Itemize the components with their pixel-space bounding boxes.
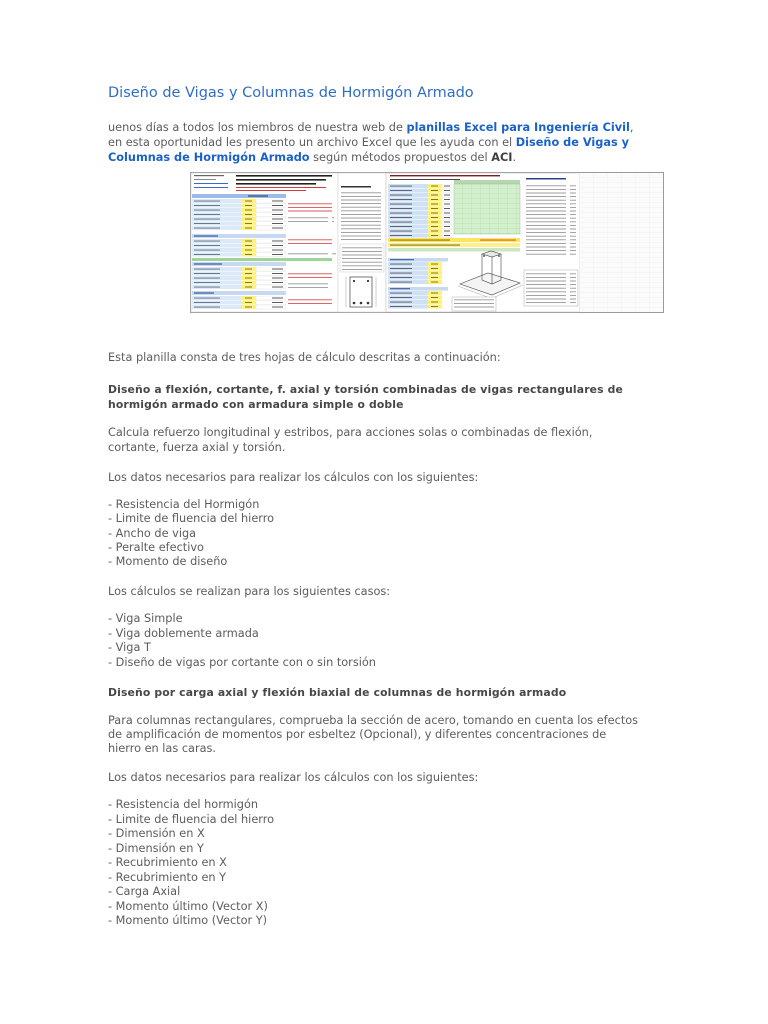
section1-cases-list [108, 612, 376, 670]
list-item: - Carga Axial [108, 885, 181, 898]
section1-description-line: Calcula refuerzo longitudinal y estribos, para acciones solas o combinadas de flexión, [108, 426, 593, 439]
list-item: - Momento último (Vector X) [108, 899, 268, 913]
intro-text: uenos días a todos los miembros de nuestra web de [108, 121, 407, 134]
list-item: - Dimensión en X [108, 827, 205, 840]
list-item: - Viga doblemente armada [108, 626, 259, 640]
section1-cases-intro [108, 585, 390, 600]
list-item: - Peralte efectivo [108, 540, 204, 554]
intro-line-2 [108, 135, 633, 150]
intro-line-1 [108, 120, 633, 135]
list-item: - Momento último (Vector Y) [108, 914, 268, 927]
intro-text: según métodos propuestos del [309, 151, 492, 164]
list-item: - Limite de fluencia del hierro [108, 812, 275, 826]
section2-description [108, 714, 638, 757]
page-title: Diseño de Vigas y Columnas de Hormigón Armado [108, 85, 474, 101]
section1-heading [108, 382, 623, 412]
intro-paragraph [108, 120, 633, 165]
section1-description-line: cortante, fuerza axial y torsión. [108, 440, 286, 454]
section2-data-intro [108, 771, 478, 786]
intro-punctuation: . [512, 151, 517, 164]
section2-heading [108, 685, 566, 700]
spreadsheet-screenshot [190, 172, 664, 313]
list-item: - Limite de fluencia del hierro [108, 512, 275, 526]
aci-label: ACI [491, 151, 513, 164]
list-item: - Momento de diseño [108, 555, 228, 569]
section1-data-intro [108, 471, 478, 486]
section1-heading-line: hormigón armado con armadura simple o doble [108, 398, 404, 411]
section1-cases-intro-text: Los cálculos se realizan para los siguientes casos: [108, 585, 391, 598]
list-item: - Resistencia del Hormigón [108, 498, 260, 511]
list-item: - Diseño de vigas por cortante con o sin torsión [108, 655, 376, 669]
list-item: - Recubrimiento en X [108, 856, 227, 869]
intro-text: en esta oportunidad les presento un archivo Excel que les ayuda con el [108, 136, 516, 149]
intro-line-3 [108, 150, 633, 165]
section2-description-line: de amplificación de momentos por esbeltez (Opcional), y diferentes concentraciones de [108, 728, 607, 742]
section2-description-line: hierro en las caras. [108, 742, 217, 756]
column-sheet-panel [386, 173, 580, 312]
list-item: - Viga Simple [108, 612, 183, 625]
diseno-vigas-columnas-link-cont[interactable]: Columnas de Hormigón Armado [108, 151, 310, 164]
list-item: - Recubrimiento en Y [108, 870, 227, 884]
section1-data-list [108, 498, 274, 569]
list-item: - Ancho de viga [108, 526, 197, 540]
sheets-intro-text: Esta planilla consta de tres hojas de cálculo descritas a continuación: [108, 351, 501, 364]
list-item: - Dimensión en Y [108, 841, 204, 855]
guide-text-panel [338, 173, 386, 312]
diseno-vigas-columnas-link[interactable]: Diseño de Vigas y [515, 136, 629, 149]
intro-punctuation: , [629, 121, 634, 134]
section2-heading-line: Diseño por carga axial y flexión biaxial de columnas de hormigón armado [108, 686, 567, 699]
beam-sheet-panel [191, 173, 338, 312]
sheets-intro [108, 351, 501, 366]
list-item: - Resistencia del hormigón [108, 798, 259, 811]
section1-heading-line: Diseño a flexión, cortante, f. axial y torsión combinadas de vigas rectangulares de [108, 383, 623, 396]
list-item: - Viga T [108, 641, 151, 654]
section2-data-intro-text: Los datos necesarios para realizar los cálculos con los siguientes: [108, 771, 479, 784]
section2-description-line: Para columnas rectangulares, comprueba la sección de acero, tomando en cuenta los efectos [108, 714, 639, 727]
planillas-excel-link[interactable]: planillas Excel para Ingeniería Civil [406, 121, 630, 134]
section1-description [108, 426, 592, 455]
section1-data-intro-text: Los datos necesarios para realizar los cálculos con los siguientes: [108, 471, 479, 484]
section2-data-list [108, 798, 274, 929]
empty-cells-panel [580, 173, 663, 312]
